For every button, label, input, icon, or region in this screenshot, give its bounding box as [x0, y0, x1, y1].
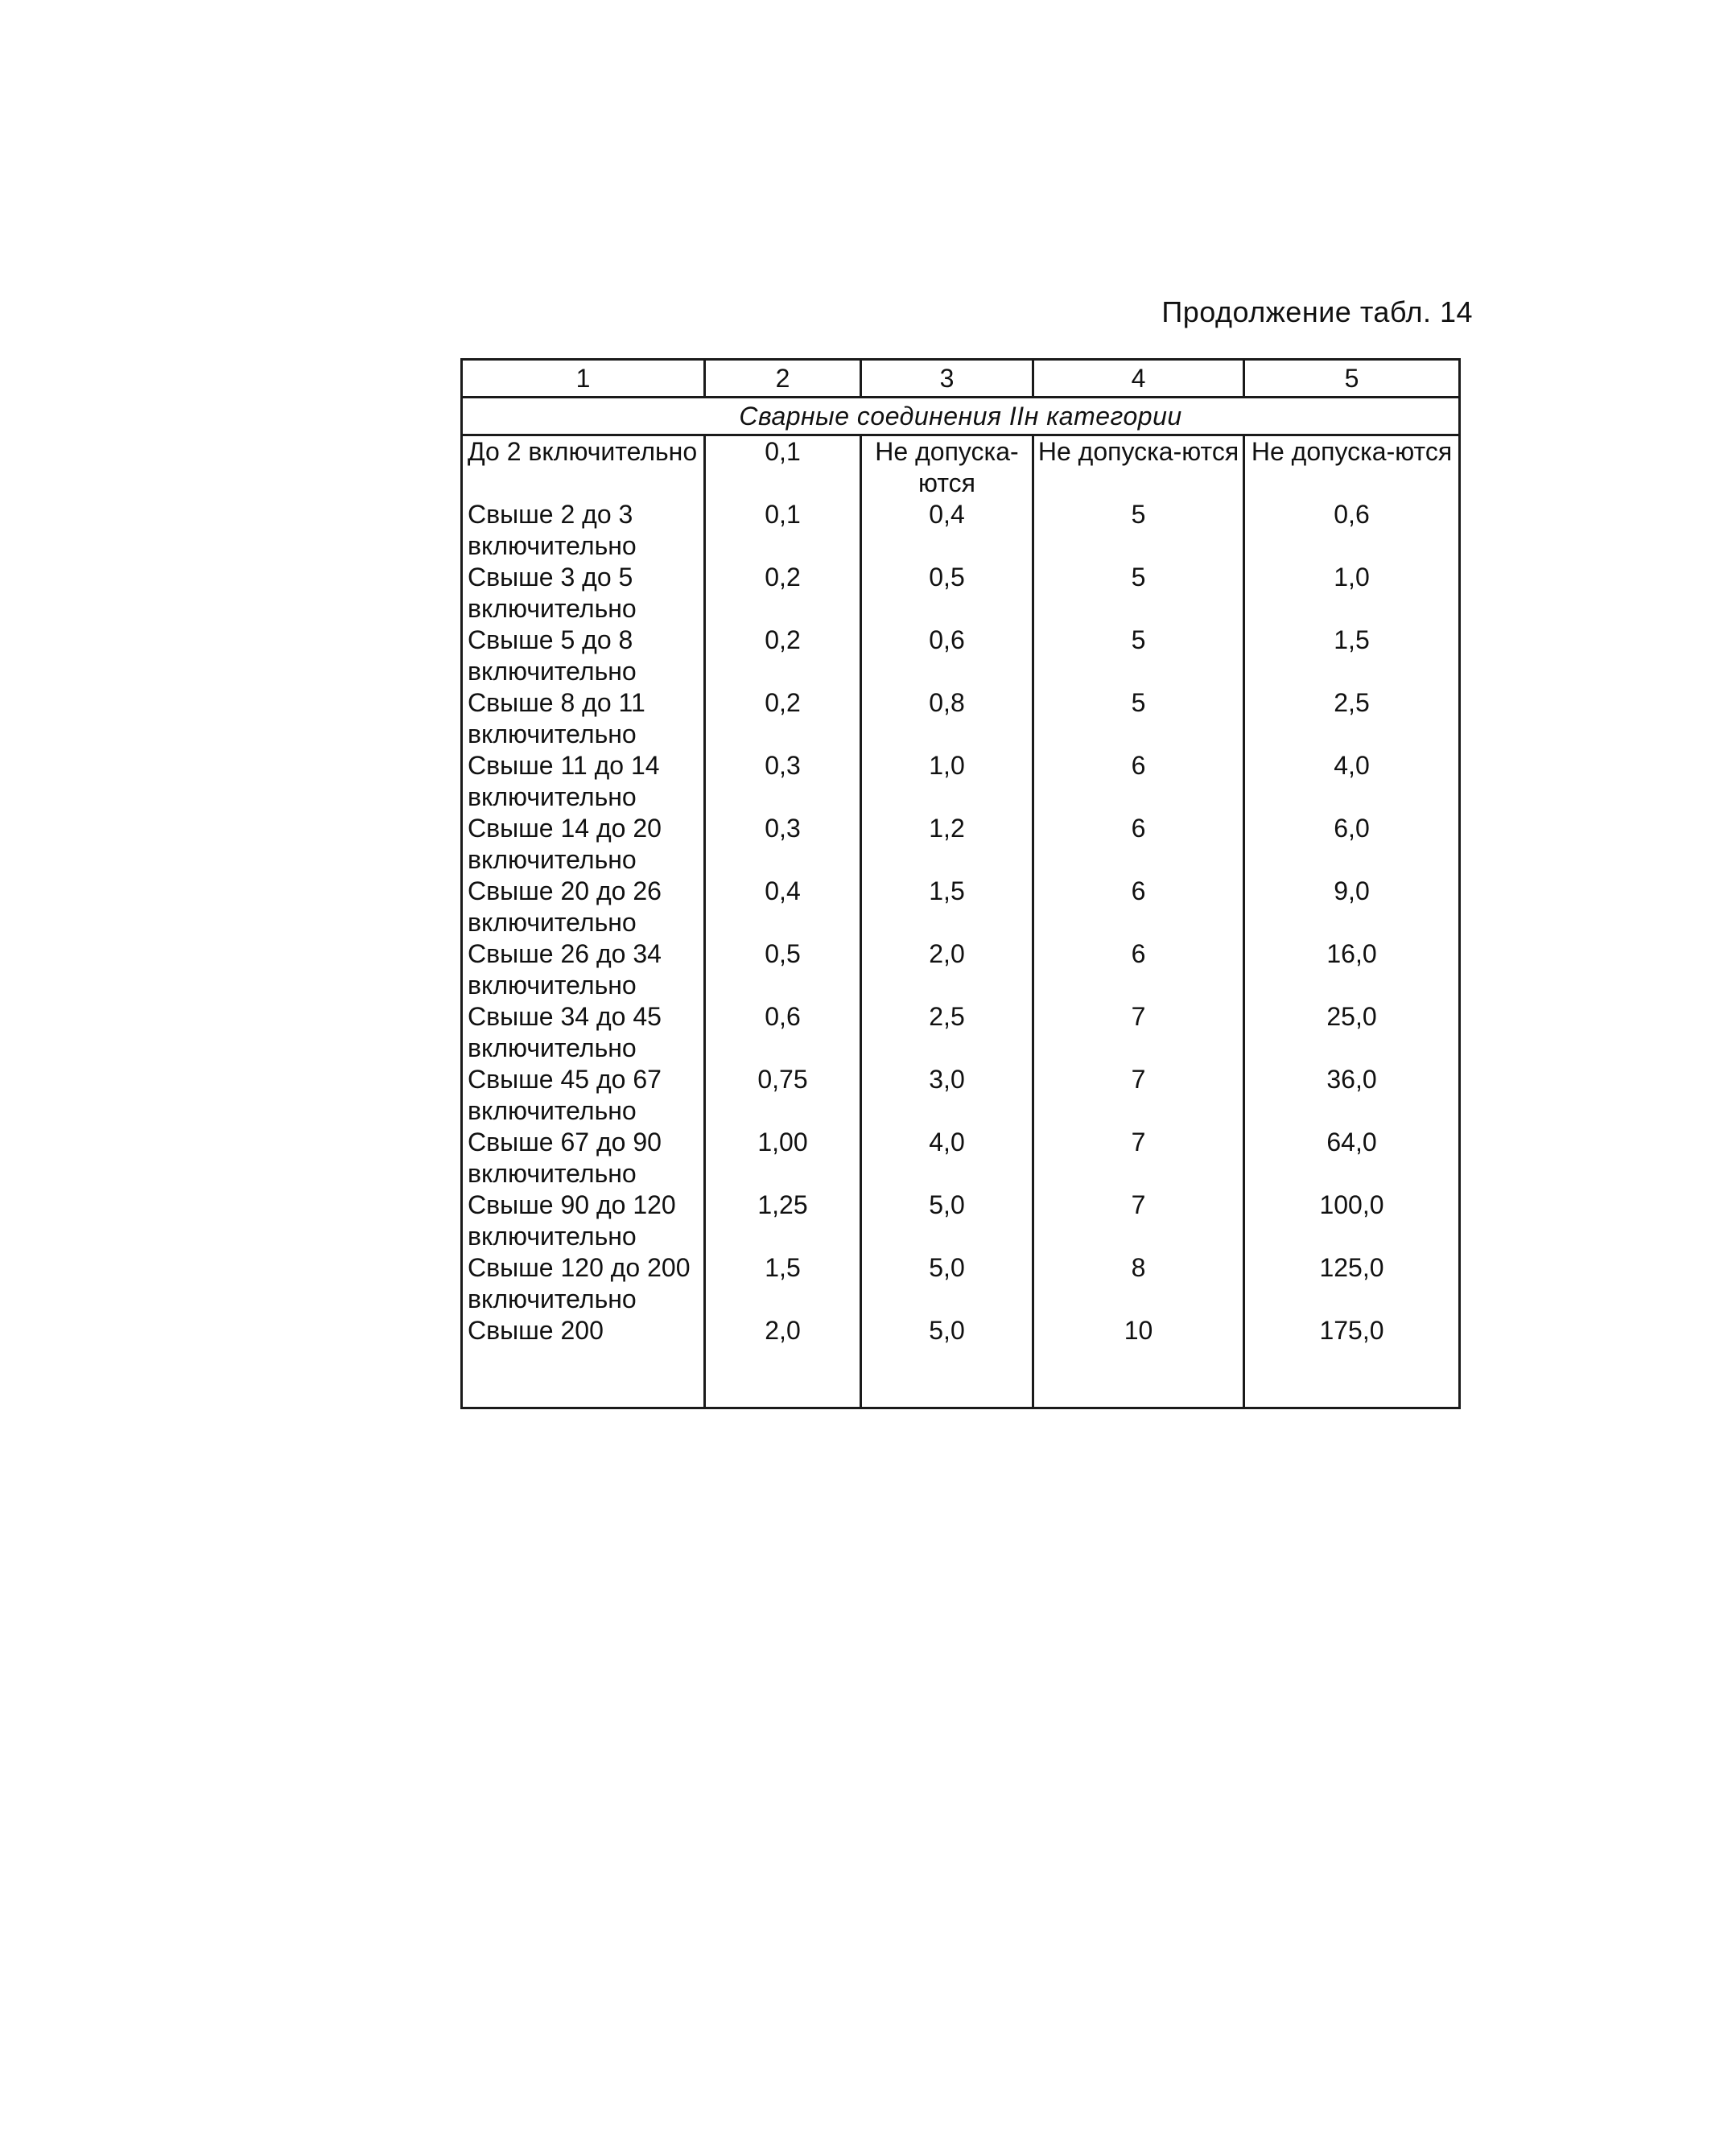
value-cell-col2: 0,6	[705, 1001, 861, 1064]
table-row	[462, 1064, 1460, 1127]
table-continuation-label: Продолжение табл. 14	[1161, 295, 1473, 328]
table-row	[462, 938, 1460, 1001]
row-label-cell: Свыше 14 до 20 включительно	[462, 813, 705, 876]
value-cell-col4: 6	[1033, 750, 1244, 813]
table-row	[462, 687, 1460, 750]
value-cell-col5: 6,0	[1244, 813, 1460, 876]
value-cell-col2: 0,1	[705, 435, 861, 500]
row-label-cell: Свыше 2 до 3 включительно	[462, 499, 705, 562]
value-cell-col4: 5	[1033, 562, 1244, 625]
value-cell-col3: 1,0	[861, 750, 1033, 813]
row-label-cell: Свыше 67 до 90 включительно	[462, 1127, 705, 1190]
value-cell-col3: 0,5	[861, 562, 1033, 625]
row-label-cell: Свыше 120 до 200 включительно	[462, 1252, 705, 1315]
row-label-cell: Свыше 200	[462, 1315, 705, 1378]
value-cell-col2: 1,00	[705, 1127, 861, 1190]
spacer-cell	[861, 1378, 1033, 1408]
value-cell-col3: 5,0	[861, 1252, 1033, 1315]
value-cell-col5: 25,0	[1244, 1001, 1460, 1064]
row-label-cell: Свыше 45 до 67 включительно	[462, 1064, 705, 1127]
spacer-cell	[462, 1378, 705, 1408]
section-title: Сварные соединения IIн категории	[462, 398, 1460, 435]
row-label-cell: Свыше 26 до 34 включительно	[462, 938, 705, 1001]
value-cell-col4: 5	[1033, 625, 1244, 687]
column-number: 2	[705, 360, 861, 398]
value-cell-col4: Не допуска-ются	[1033, 435, 1244, 500]
table-row	[462, 499, 1460, 562]
value-cell-col3: 0,4	[861, 499, 1033, 562]
table-row	[462, 1127, 1460, 1190]
row-label-cell: Свыше 5 до 8 включительно	[462, 625, 705, 687]
value-cell-col5: 0,6	[1244, 499, 1460, 562]
value-cell-col4: 6	[1033, 813, 1244, 876]
value-cell-col4: 7	[1033, 1127, 1244, 1190]
spacer-cell	[1244, 1378, 1460, 1408]
spacer-cell	[1033, 1378, 1244, 1408]
value-cell-col2: 0,2	[705, 562, 861, 625]
value-cell-col4: 10	[1033, 1315, 1244, 1378]
value-cell-col2: 0,5	[705, 938, 861, 1001]
row-label-cell: До 2 включительно	[462, 435, 705, 500]
value-cell-col2: 0,2	[705, 687, 861, 750]
row-label-cell: Свыше 3 до 5 включительно	[462, 562, 705, 625]
value-cell-col3: Не допуска-ются	[861, 435, 1033, 500]
value-cell-col4: 5	[1033, 499, 1244, 562]
value-cell-col2: 0,4	[705, 876, 861, 938]
value-cell-col4: 7	[1033, 1190, 1244, 1252]
value-cell-col4: 7	[1033, 1064, 1244, 1127]
value-cell-col5: 1,0	[1244, 562, 1460, 625]
value-cell-col5: 125,0	[1244, 1252, 1460, 1315]
column-number: 1	[462, 360, 705, 398]
table-row	[462, 1001, 1460, 1064]
value-cell-col3: 3,0	[861, 1064, 1033, 1127]
table-row	[462, 1190, 1460, 1252]
value-cell-col5: 16,0	[1244, 938, 1460, 1001]
section-row	[462, 398, 1460, 435]
value-cell-col2: 0,3	[705, 813, 861, 876]
row-label-cell: Свыше 8 до 11 включительно	[462, 687, 705, 750]
table-row	[462, 876, 1460, 938]
value-cell-col2: 0,1	[705, 499, 861, 562]
value-cell-col5: 9,0	[1244, 876, 1460, 938]
value-cell-col5: 100,0	[1244, 1190, 1460, 1252]
value-cell-col5: 2,5	[1244, 687, 1460, 750]
value-cell-col4: 6	[1033, 876, 1244, 938]
column-number: 5	[1244, 360, 1460, 398]
value-cell-col5: 36,0	[1244, 1064, 1460, 1127]
value-cell-col3: 5,0	[861, 1315, 1033, 1378]
value-cell-col2: 0,75	[705, 1064, 861, 1127]
table-row	[462, 813, 1460, 876]
value-cell-col3: 2,5	[861, 1001, 1033, 1064]
value-cell-col2: 2,0	[705, 1315, 861, 1378]
spacer-cell	[705, 1378, 861, 1408]
value-cell-col3: 2,0	[861, 938, 1033, 1001]
value-cell-col2: 0,2	[705, 625, 861, 687]
value-cell-col2: 1,25	[705, 1190, 861, 1252]
row-label-cell: Свыше 90 до 120 включительно	[462, 1190, 705, 1252]
column-number: 3	[861, 360, 1033, 398]
data-table	[460, 358, 1461, 1409]
table-row	[462, 562, 1460, 625]
table-bottom-spacer	[462, 1378, 1460, 1408]
value-cell-col3: 0,6	[861, 625, 1033, 687]
row-label-cell: Свыше 20 до 26 включительно	[462, 876, 705, 938]
value-cell-col3: 1,5	[861, 876, 1033, 938]
column-number-row	[462, 360, 1460, 398]
row-label-cell: Свыше 11 до 14 включительно	[462, 750, 705, 813]
column-number: 4	[1033, 360, 1244, 398]
value-cell-col3: 4,0	[861, 1127, 1033, 1190]
row-label-cell: Свыше 34 до 45 включительно	[462, 1001, 705, 1064]
value-cell-col5: 1,5	[1244, 625, 1460, 687]
table-row	[462, 435, 1460, 500]
value-cell-col3: 5,0	[861, 1190, 1033, 1252]
table-row	[462, 625, 1460, 687]
table-row	[462, 1252, 1460, 1315]
value-cell-col2: 1,5	[705, 1252, 861, 1315]
value-cell-col4: 7	[1033, 1001, 1244, 1064]
table-row	[462, 1315, 1460, 1378]
value-cell-col5: 4,0	[1244, 750, 1460, 813]
value-cell-col5: Не допуска-ются	[1244, 435, 1460, 500]
value-cell-col5: 64,0	[1244, 1127, 1460, 1190]
value-cell-col3: 1,2	[861, 813, 1033, 876]
table-row	[462, 750, 1460, 813]
value-cell-col3: 0,8	[861, 687, 1033, 750]
value-cell-col4: 8	[1033, 1252, 1244, 1315]
value-cell-col2: 0,3	[705, 750, 861, 813]
value-cell-col5: 175,0	[1244, 1315, 1460, 1378]
value-cell-col4: 6	[1033, 938, 1244, 1001]
value-cell-col4: 5	[1033, 687, 1244, 750]
